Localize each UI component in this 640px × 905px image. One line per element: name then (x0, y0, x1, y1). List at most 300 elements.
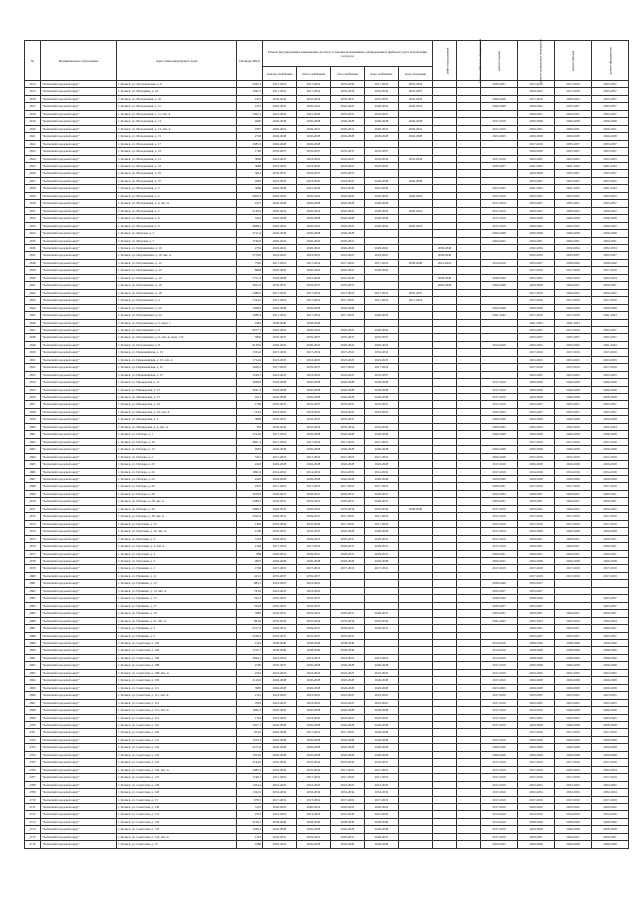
table-cell: 2038-2040 (592, 818, 629, 825)
table-cell: 2032-2034 (263, 423, 297, 430)
table-cell: 2020-2022 (297, 505, 331, 512)
table-cell (457, 394, 481, 401)
table-cell (433, 550, 457, 557)
table-cell: 2038-2040 (518, 595, 555, 602)
table-cell: 2023-2025 (592, 699, 629, 706)
table-row (25, 416, 629, 423)
table-cell (481, 371, 518, 378)
table-cell: 2032-2034 (365, 155, 399, 162)
table-cell (481, 148, 518, 155)
table-cell: 2023-2025 (263, 587, 297, 594)
table-cell: "Холмский городской округ" (41, 230, 117, 237)
table-cell: 2014-2016 (365, 468, 399, 475)
table-cell: 2668 (25, 483, 41, 490)
table-cell: 2035-2037 (297, 632, 331, 639)
table-cell: 2017-2019 (331, 438, 365, 445)
table-cell: 2035-2037 (331, 282, 365, 289)
table-cell: г. Холмск, ул. Советская, д. 111, лит. А (117, 692, 237, 699)
table-cell (433, 751, 457, 758)
table-cell: 2041-2043 (263, 110, 297, 117)
table-cell: 2017-2019 (365, 774, 399, 781)
table-cell: "Холмский городской округ" (41, 371, 117, 378)
table-cell: 2017-2019 (518, 438, 555, 445)
table-cell: 4968,2 (237, 222, 263, 229)
table-cell: 2023-2025 (297, 252, 331, 259)
table-cell: 7526 (237, 259, 263, 266)
table-cell (433, 677, 457, 684)
table-cell (399, 572, 433, 579)
table-cell: 2020-2022 (518, 103, 555, 110)
table-cell: 2023-2025 (555, 669, 592, 676)
table-row (25, 423, 629, 430)
table-cell: 2035-2037 (555, 170, 592, 177)
table-cell: "Холмский городской округ" (41, 356, 117, 363)
table-cell: 2038-2040 (555, 639, 592, 646)
table-cell: г. Холмск, ул. Победы, д. 22 (117, 468, 237, 475)
table-cell: 1324,2 (237, 781, 263, 788)
table-cell: "Холмский городской округ" (41, 148, 117, 155)
table-cell: 2029-2031 (365, 543, 399, 550)
table-cell: 2026-2028 (365, 177, 399, 184)
table-cell: 2026-2028 (331, 751, 365, 758)
table-cell: 2029-2031 (263, 498, 297, 505)
table-cell: 2026-2028 (331, 304, 365, 311)
table-cell: 2026-2028 (263, 274, 297, 281)
table-cell: 2017-2019 (481, 215, 518, 222)
table-cell: 2026-2028 (518, 826, 555, 833)
table-cell: 2017-2019 (481, 535, 518, 542)
table-cell: 2032-2034 (331, 81, 365, 88)
table-cell: 2538,4 (237, 632, 263, 639)
table-cell (399, 558, 433, 565)
table-cell: 2477 (237, 200, 263, 207)
table-cell: "Холмский городской округ" (41, 438, 117, 445)
table-row (25, 543, 629, 550)
table-cell: 2692 (25, 662, 41, 669)
table-cell (433, 602, 457, 609)
table-cell (457, 528, 481, 535)
table-cell: 2026-2028 (555, 744, 592, 751)
table-cell: 2023-2025 (592, 155, 629, 162)
table-cell: г. Холмск, ул. Пограничная, д. 24 (117, 312, 237, 319)
table-cell (457, 334, 481, 341)
table-row (25, 483, 629, 490)
table-cell: 2026-2028 (592, 379, 629, 386)
table-row (25, 461, 629, 468)
table-cell (457, 766, 481, 773)
table-cell: 2347,4 (237, 81, 263, 88)
table-cell (592, 319, 629, 326)
table-cell: 2038-2040 (555, 654, 592, 661)
table-cell: 2017-2019 (263, 543, 297, 550)
table-cell: "Холмский городской округ" (41, 88, 117, 95)
table-cell: 2619 (25, 118, 41, 125)
table-cell: 2029-2031 (365, 125, 399, 132)
table-cell: 2029-2031 (331, 535, 365, 542)
table-cell: 2023-2025 (297, 177, 331, 184)
table-cell: г. Холмск, ул. Советская, д. 108 (117, 662, 237, 669)
table-cell (399, 707, 433, 714)
table-cell (399, 498, 433, 505)
table-cell (457, 625, 481, 632)
table-cell: г. Холмск, ул. Пушкина, д. 11 (117, 572, 237, 579)
table-cell: 2017-2019 (555, 572, 592, 579)
table-cell: 2029-2031 (263, 833, 297, 840)
table-cell: 2029-2031 (555, 498, 592, 505)
table-row (25, 394, 629, 401)
table-cell (457, 148, 481, 155)
table-cell: 2017-2019 (297, 729, 331, 736)
table-cell: 2589,5 (237, 498, 263, 505)
table-cell (399, 721, 433, 728)
table-cell: 2638 (25, 259, 41, 266)
table-cell: 2023-2025 (297, 781, 331, 788)
table-cell (399, 639, 433, 646)
table-cell: 2029-2031 (592, 282, 629, 289)
table-cell (399, 416, 433, 423)
table-cell: 3522 (237, 215, 263, 222)
table-cell: 2026-2028 (592, 304, 629, 311)
table-cell: 2017-2019 (365, 259, 399, 266)
table-cell: 2026-2028 (297, 662, 331, 669)
table-cell: "Холмский городской округ" (41, 222, 117, 229)
table-cell: 2675 (25, 535, 41, 542)
table-cell: 2706 (25, 766, 41, 773)
table-cell: 2026-2028 (518, 304, 555, 311)
table-cell: 2032-2034 (331, 423, 365, 430)
table-cell: 2026-2028 (518, 744, 555, 751)
table-cell: 2032-2034 (263, 759, 297, 766)
table-cell: 2029-2031 (518, 543, 555, 550)
table-cell (433, 572, 457, 579)
table-row (25, 371, 629, 378)
table-cell: 2026-2028 (518, 446, 555, 453)
table-cell: 2023-2025 (331, 252, 365, 259)
table-cell (399, 535, 433, 542)
table-cell: "Холмский городской округ" (41, 103, 117, 110)
table-cell: "Холмский городской округ" (41, 200, 117, 207)
table-cell (457, 118, 481, 125)
table-cell: 2023-2025 (518, 669, 555, 676)
table-row (25, 88, 629, 95)
table-cell: 2029-2031 (481, 483, 518, 490)
table-cell: 2026-2028 (263, 677, 297, 684)
table-cell: 3088 (237, 162, 263, 169)
table-cell (457, 707, 481, 714)
table-cell: 2017-2019 (481, 155, 518, 162)
table-cell: г. Холмск, ул. Молодежная, д. 10 (117, 95, 237, 102)
table-cell: 2697 (25, 699, 41, 706)
table-cell: 2041-2043 (297, 110, 331, 117)
table-cell: "Холмский городской округ" (41, 781, 117, 788)
table-cell: 2017-2019 (592, 513, 629, 520)
table-cell: 2017-2019 (481, 222, 518, 229)
table-cell: 2026-2028 (555, 133, 592, 140)
table-cell: 2621 (25, 133, 41, 140)
table-cell: 2032-2034 (263, 520, 297, 527)
table-row (25, 498, 629, 505)
table-cell: 2014-2016 (481, 341, 518, 348)
table-cell: 2026-2028 (365, 841, 399, 848)
table-cell: 2017-2019 (331, 729, 365, 736)
table-cell: 3651,9 (237, 282, 263, 289)
table-cell: 2020-2022 (297, 341, 331, 348)
table-cell: "Холмский городской округ" (41, 729, 117, 736)
table-cell: 2014-2016 (331, 654, 365, 661)
table-cell (433, 431, 457, 438)
table-cell (433, 632, 457, 639)
table-cell: г. Холмск, ул. Пушкина, д. 13, лит. А (117, 587, 237, 594)
table-cell: 2026-2028 (297, 394, 331, 401)
header-basement: ремонт подвальных помещений (518, 41, 555, 81)
table-cell: г. Холмск, ул. Портовая, д. 12, лит. А (117, 528, 237, 535)
table-cell (399, 461, 433, 468)
table-cell: 2026-2028 (297, 200, 331, 207)
table-cell: 2017-2019 (481, 707, 518, 714)
table-cell: 2029-2031 (518, 550, 555, 557)
table-cell: 2026-2028 (263, 751, 297, 758)
table-cell: 2029-2031 (365, 490, 399, 497)
table-cell (399, 796, 433, 803)
table-cell: 2026-2028 (263, 140, 297, 147)
table-cell: 2026-2028 (518, 662, 555, 669)
table-cell: 2017-2019 (481, 669, 518, 676)
table-cell: 2026-2028 (263, 684, 297, 691)
table-cell: 2038-2040 (399, 259, 433, 266)
table-cell (457, 140, 481, 147)
table-cell: 2023-2025 (555, 692, 592, 699)
table-cell: 2020-2022 (481, 237, 518, 244)
table-cell: 2023-2025 (331, 699, 365, 706)
table-cell (399, 446, 433, 453)
table-cell: 2029-2031 (592, 610, 629, 617)
table-row (25, 766, 629, 773)
table-row (25, 736, 629, 743)
table-cell: 2023-2025 (297, 162, 331, 169)
table-cell: 2029-2031 (592, 490, 629, 497)
table-cell: 2017-2019 (297, 438, 331, 445)
table-cell (433, 177, 457, 184)
table-cell (457, 274, 481, 281)
table-row (25, 140, 629, 147)
table-cell: "Холмский городской округ" (41, 505, 117, 512)
table-cell (433, 610, 457, 617)
table-cell (433, 394, 457, 401)
table-cell: 2038-2040 (518, 654, 555, 661)
table-cell: 2029-2031 (592, 543, 629, 550)
table-cell: 2029-2031 (592, 550, 629, 557)
table-cell: 2026-2028 (592, 677, 629, 684)
table-cell: 2029-2031 (555, 610, 592, 617)
table-cell (481, 267, 518, 274)
table-cell: 3618,9 (237, 490, 263, 497)
table-cell: 2683 (25, 595, 41, 602)
table-cell: 2032-2034 (399, 155, 433, 162)
table-cell: 2023-2025 (555, 371, 592, 378)
table-cell: 2032-2034 (331, 617, 365, 624)
table-cell (399, 341, 433, 348)
table-cell: г. Холмск, ул. Советская, д. 127 (117, 774, 237, 781)
table-cell: 2020-2022 (263, 103, 297, 110)
table-cell: 2017-2019 (481, 759, 518, 766)
table-cell: 2026-2028 (263, 304, 297, 311)
table-cell: 2017-2019 (592, 364, 629, 371)
table-cell: 2017-2019 (518, 81, 555, 88)
table-cell (399, 423, 433, 430)
table-cell: 2026-2028 (263, 446, 297, 453)
table-cell (457, 558, 481, 565)
table-cell (457, 468, 481, 475)
table-cell (399, 215, 433, 222)
table-cell: 2020-2022 (481, 558, 518, 565)
table-cell: 2026-2028 (263, 729, 297, 736)
table-cell: 2020-2022 (263, 222, 297, 229)
table-cell: 2032-2034 (263, 95, 297, 102)
table-cell: 2682 (25, 587, 41, 594)
table-cell: "Холмский городской округ" (41, 162, 117, 169)
table-cell: 2029-2031 (365, 625, 399, 632)
table-cell: "Холмский городской округ" (41, 677, 117, 684)
table-cell: 2026-2028 (592, 446, 629, 453)
table-cell: 2026-2028 (365, 684, 399, 691)
table-cell (457, 408, 481, 415)
table-cell: 2029-2031 (481, 498, 518, 505)
table-cell: 2014-2016 (365, 654, 399, 661)
table-cell: 2026-2028 (263, 476, 297, 483)
table-cell (433, 423, 457, 430)
table-cell: 2026-2028 (592, 394, 629, 401)
table-cell: 1829 (237, 699, 263, 706)
header-roof: ремонт крыши (481, 41, 518, 81)
table-cell: 2017-2019 (331, 513, 365, 520)
table-cell: 2026-2028 (481, 416, 518, 423)
table-cell: г. Холмск, ул. Портовая, д. 3 (117, 535, 237, 542)
table-row (25, 95, 629, 102)
table-cell: 2041-2043 (331, 811, 365, 818)
table-cell: 2026-2028 (297, 446, 331, 453)
table-row (25, 818, 629, 825)
table-cell: "Холмский городской округ" (41, 528, 117, 535)
table-cell (457, 662, 481, 669)
table-cell: 2645 (25, 312, 41, 319)
table-cell: 2680 (25, 572, 41, 579)
table-cell: 4901,2 (237, 438, 263, 445)
table-cell: 2026-2028 (365, 744, 399, 751)
table-cell (433, 468, 457, 475)
table-cell: 2026-2028 (555, 215, 592, 222)
table-cell: 2017-2019 (297, 259, 331, 266)
table-cell: 2026-2028 (555, 677, 592, 684)
table-row (25, 177, 629, 184)
table-cell: 3060 (237, 185, 263, 192)
table-row (25, 520, 629, 527)
table-cell (457, 610, 481, 617)
table-cell: 2026-2028 (297, 461, 331, 468)
table-cell: 2035-2037 (297, 528, 331, 535)
table-cell: 2026-2028 (297, 751, 331, 758)
table-cell: 2038-2040 (297, 639, 331, 646)
table-cell (433, 744, 457, 751)
table-cell: 2026-2028 (518, 461, 555, 468)
table-cell (592, 587, 629, 594)
table-cell: 2026-2028 (331, 662, 365, 669)
table-row (25, 274, 629, 281)
table-cell (365, 319, 399, 326)
table-cell (433, 476, 457, 483)
table-cell: 1942,7 (237, 88, 263, 95)
table-cell: "Холмский городской округ" (41, 684, 117, 691)
table-cell: 2035-2037 (297, 334, 331, 341)
table-cell: г. Холмск, ул. Советская, д. 118 (117, 729, 237, 736)
table-row (25, 677, 629, 684)
table-cell: 2017-2019 (555, 483, 592, 490)
table-cell: 2029-2031 (592, 625, 629, 632)
table-cell: 2026-2028 (481, 95, 518, 102)
table-cell: 2041-2043 (518, 162, 555, 169)
table-cell: г. Холмск, ул. Первомайская, д. 19 (117, 349, 237, 356)
table-cell: "Холмский городской округ" (41, 431, 117, 438)
table-cell: 2017-2019 (263, 259, 297, 266)
table-cell: 2615 (25, 88, 41, 95)
table-cell: 2017-2019 (481, 766, 518, 773)
table-cell: 2029-2031 (592, 498, 629, 505)
table-cell: 2032-2034 (297, 95, 331, 102)
table-cell (399, 789, 433, 796)
table-cell (457, 349, 481, 356)
table-cell (433, 386, 457, 393)
table-cell (433, 580, 457, 587)
table-cell: 2023-2025 (365, 714, 399, 721)
table-cell (399, 282, 433, 289)
table-cell: "Холмский городской округ" (41, 207, 117, 214)
table-cell: 5140,9 (237, 207, 263, 214)
table-cell: г. Холмск, ул. Пограничная, д. 8 (117, 341, 237, 348)
table-row (25, 833, 629, 840)
table-cell: 2026-2028 (481, 744, 518, 751)
header-num: № (25, 41, 41, 81)
table-cell: 2026-2028 (518, 677, 555, 684)
table-cell (433, 483, 457, 490)
table-cell: 2020-2022 (555, 207, 592, 214)
table-row (25, 192, 629, 199)
table-row (25, 468, 629, 475)
table-cell (457, 684, 481, 691)
table-cell: 2026-2028 (297, 721, 331, 728)
table-cell (481, 729, 518, 736)
table-cell: 7751,4 (237, 274, 263, 281)
table-cell: 2026-2028 (518, 133, 555, 140)
table-cell (433, 818, 457, 825)
table-cell: 2032-2034 (365, 505, 399, 512)
table-cell: 2026-2028 (555, 707, 592, 714)
table-cell: г. Холмск, ул. Пионерская, д. 3 (117, 416, 237, 423)
table-cell: г. Холмск, ул. Советская, д. 128 (117, 781, 237, 788)
table-cell (365, 170, 399, 177)
table-cell: 2023-2025 (263, 699, 297, 706)
table-cell (331, 587, 365, 594)
table-cell: 2017-2019 (481, 774, 518, 781)
table-cell (457, 416, 481, 423)
table-cell: 2017-2019 (555, 774, 592, 781)
table-cell: 2403 (237, 476, 263, 483)
table-cell: 2023-2025 (592, 356, 629, 363)
table-cell: 2038-2040 (399, 505, 433, 512)
table-cell: 2017-2019 (481, 379, 518, 386)
table-cell: 2618 (25, 110, 41, 117)
table-cell: 2701 (25, 729, 41, 736)
table-cell: 2035-2037 (481, 81, 518, 88)
table-cell: г. Холмск, ул. Пограничная, д. 6, лит. А, корп. 172 (117, 334, 237, 341)
